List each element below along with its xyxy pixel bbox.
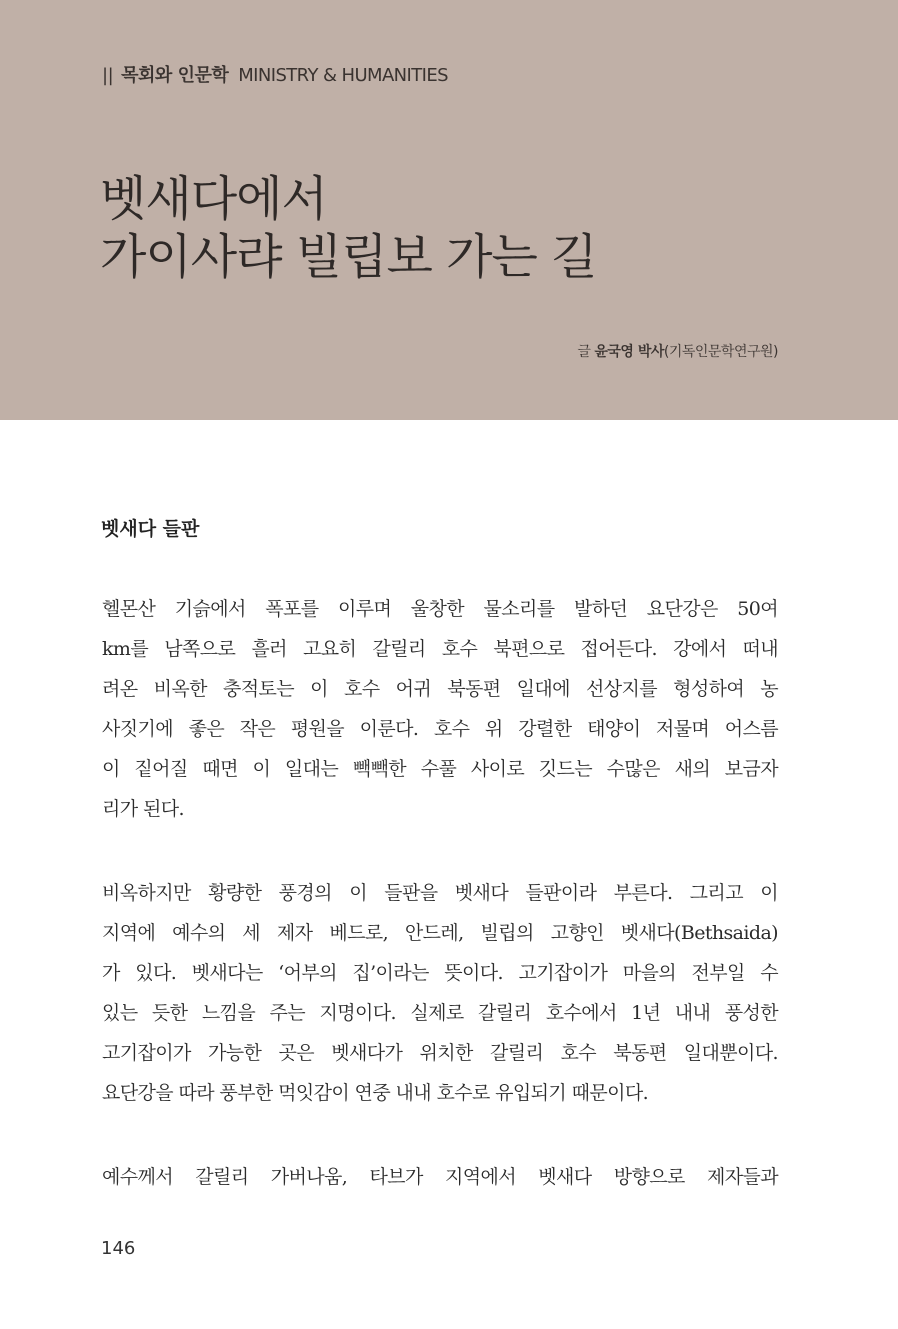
paragraph-line: 비옥하지만 황량한 풍경의 이 들판을 벳새다 들판이라 부른다. 그리고 이 xyxy=(102,882,778,904)
section-subheading: 벳새다 들판 xyxy=(101,518,200,540)
section-tag xyxy=(102,61,448,87)
title-line-1: 벳새다에서 xyxy=(100,171,327,227)
paragraph-line: 사짓기에 좋은 작은 평원을 이룬다. 호수 위 강렬한 태양이 저물며 어스름 xyxy=(102,718,778,740)
paragraph-line: 있는 듯한 느낌을 주는 지명이다. 실제로 갈릴리 호수에서 1년 내내 풍성한 xyxy=(102,1002,778,1024)
section-marker: || xyxy=(102,65,114,86)
paragraph-line: 요단강을 따라 풍부한 먹잇감이 연중 내내 호수로 유입되기 때문이다. xyxy=(102,1082,649,1104)
paragraph-1 xyxy=(102,589,778,829)
paragraph-line: 리가 된다. xyxy=(102,798,184,820)
paragraph-line: 이 짙어질 때면 이 일대는 빽빽한 수풀 사이로 깃드는 수많은 새의 보금자 xyxy=(102,758,778,780)
section-name-korean: 목회와 인문학 xyxy=(121,65,229,86)
paragraph-line: km를 남쪽으로 흘러 고요히 갈릴리 호수 북편으로 접어든다. 강에서 떠내 xyxy=(102,638,778,660)
paragraph-line: 예수께서 갈릴리 가버나움, 타브가 지역에서 벳새다 방향으로 제자들과 xyxy=(102,1166,778,1188)
paragraph-line: 헬몬산 기슭에서 폭포를 이루며 울창한 물소리를 발하던 요단강은 50여 xyxy=(102,598,778,620)
paragraph-line: 가 있다. 벳새다는 ‘어부의 집’이라는 뜻이다. 고기잡이가 마을의 전부일 수 xyxy=(102,962,778,984)
paragraph-3 xyxy=(102,1157,778,1197)
paragraph-line: 려온 비옥한 충적토는 이 호수 어귀 북동편 일대에 선상지를 형성하여 농 xyxy=(102,678,778,700)
byline xyxy=(577,341,778,361)
section-name-english: MINISTRY & HUMANITIES xyxy=(238,65,448,86)
author-name: 윤국영 박사 xyxy=(594,344,664,360)
paragraph-2 xyxy=(102,873,778,1113)
header-band xyxy=(0,0,898,420)
title-line-2: 가이사랴 빌립보 가는 길 xyxy=(100,229,597,285)
page-number: 146 xyxy=(101,1238,136,1259)
paragraph-line: 고기잡이가 가능한 곳은 벳새다가 위치한 갈릴리 호수 북동편 일대뿐이다. xyxy=(102,1042,778,1064)
byline-prefix: 글 xyxy=(577,344,591,360)
paragraph-line: 지역에 예수의 세 제자 베드로, 안드레, 빌립의 고향인 벳새다(Bethsaida) xyxy=(102,922,778,944)
author-affiliation: (기독인문학연구원) xyxy=(663,344,778,360)
article-title xyxy=(100,170,596,286)
